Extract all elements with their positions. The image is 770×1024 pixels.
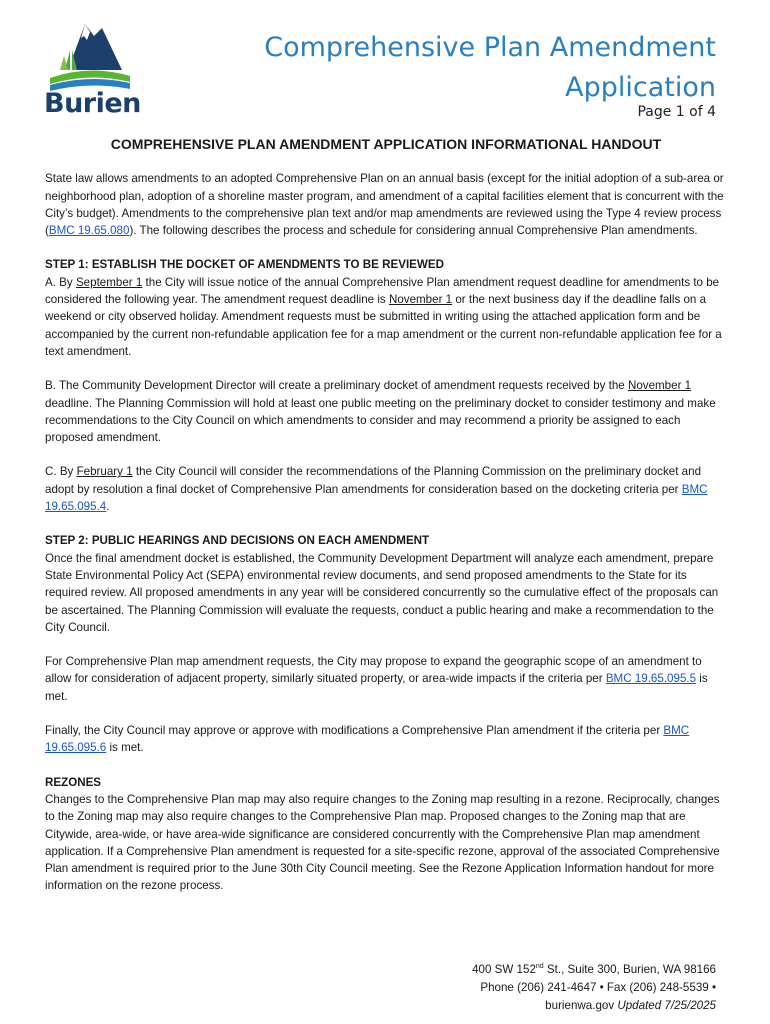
- footer-phone: Phone (206) 241-4647 • Fax (206) 248-5539 •: [480, 980, 716, 994]
- step-2-section: STEP 2: PUBLIC HEARINGS AND DECISIONS ON EACH AMENDMENT Once the final amendment docket is established, the Community Development Department will analyze each amendment, prepare State Environmental Policy Act (SEPA) environmental review documents, and send proposed amendments to the State for its required review. All proposed amendments in any year will be considered concurrently so the cumulative effect of the proposals can be ascertained. The Planning Commission will evaluate the requests, conduct a public hearing and make a recommendation to the City Council.: [45, 532, 727, 636]
- bmc-19-65-095-6-link[interactable]: BMC 19.65.095.6: [45, 724, 690, 755]
- bmc-19-65-095-4-link[interactable]: BMC 19.65.095.4: [45, 482, 708, 514]
- step-2-heading: STEP 2: PUBLIC HEARINGS AND DECISIONS ON EACH AMENDMENT: [45, 534, 430, 548]
- page-number: Page 1 of 4: [637, 104, 716, 120]
- footer-updated: Updated 7/25/2025: [617, 998, 716, 1012]
- document-body: [45, 136, 727, 912]
- step-1b-paragraph: B. The Community Development Director will create a preliminary docket of amendment requests received by the November 1 deadline. The Planning Commission will hold at least one public meeting on the preliminary docket to consider testimony and make recommendations to the City Council on which amendments to consider and may recommend a priority be assigned to each proposed amendment.: [45, 379, 716, 445]
- logo-tree-trunk: [70, 42, 72, 70]
- bmc-19-65-095-5-link[interactable]: BMC 19.65.095.5: [605, 672, 697, 686]
- rezones-heading: REZONES: [45, 775, 102, 789]
- date-november-1-b: November 1: [627, 379, 692, 393]
- title-line-1: Comprehensive Plan Amendment: [264, 32, 716, 63]
- rezones-section: REZONES Changes to the Comprehensive Plan map may also require changes to the Zoning map resulting in a rezone. Reciprocally, changes to the Zoning map may also require changes to the Comprehensive Plan map. Proposed changes to the Zoning map that are Citywide, area-wide, or have area-wide significance are considered concurrently with the Comprehensive Plan map amendment application. If a Comprehensive Plan amendment is requested for a site-specific rezone, approval of the associated Comprehensive Plan amendment is required prior to the June 30th City Council meeting. See the Rezone Application Information handout for more information on the rezone process.: [45, 774, 727, 895]
- footer-website: burienwa.gov Updated 7/25/2025: [545, 998, 716, 1012]
- date-november-1: November 1: [388, 293, 453, 307]
- date-february-1: February 1: [76, 465, 133, 479]
- document-title: [264, 28, 716, 108]
- step-1c-paragraph: C. By February 1 the City Council will consider the recommendations of the Planning Commission on the preliminary docket and adopt by resolution a final docket of Comprehensive Plan amendments for consideration based on the docketing criteria per BMC 19.65.095.4.: [45, 465, 708, 514]
- final-approval-paragraph: Finally, the City Council may approve or approve with modifications a Comprehensive Plan amendment if the criteria per BMC 19.65.095.6 is met.: [45, 724, 690, 755]
- date-september-1: September 1: [75, 275, 143, 289]
- logo-mountain: [68, 24, 122, 70]
- footer-address: 400 SW 152nd St., Suite 300, Burien, WA 98166: [472, 962, 716, 976]
- step-1-heading: STEP 1: ESTABLISH THE DOCKET OF AMENDMENTS TO BE REVIEWED: [45, 258, 444, 272]
- step-1-section: STEP 1: ESTABLISH THE DOCKET OF AMENDMENTS TO BE REVIEWED A. By September 1 the City will issue notice of the annual Comprehensive Plan amendment request deadline for amendments to be considered the following year. The amendment request deadline is November 1 or the next business day if the deadline falls on a weekend or city observed holiday. Amendment requests must be submitted in writing using the attached application form and be accompanied by the current non-refundable application fee for a map amendment or the current non-refundable application fee for a text amendment.: [45, 256, 727, 360]
- title-line-2: Application: [565, 72, 716, 103]
- bmc-19-65-080-link[interactable]: BMC 19.65.080: [48, 224, 130, 238]
- logo-wordmark: Burien: [44, 88, 141, 119]
- contact-footer: [472, 958, 716, 1015]
- intro-paragraph: State law allows amendments to an adopted Comprehensive Plan on an annual basis (except for the initial adoption of a sub-area or neighborhood plan, adoption of a shoreline master program, and amendment of a capital facilities element that is concurrent with the City’s budget). Amendments to the comprehensive plan text and/or map amendments are reviewed using the Type 4 review process (BMC 19.65.080). The following describes the process and schedule for considering annual Comprehensive Plan amendments.: [45, 172, 724, 238]
- handout-heading: COMPREHENSIVE PLAN AMENDMENT APPLICATION INFORMATIONAL HANDOUT: [110, 136, 662, 152]
- map-amendment-paragraph: For Comprehensive Plan map amendment requests, the City may propose to expand the geographic scope of an amendment to allow for consideration of adjacent property, similarly situated property, or area-wide impacts if the criteria per BMC 19.65.095.5 is met.: [45, 655, 708, 703]
